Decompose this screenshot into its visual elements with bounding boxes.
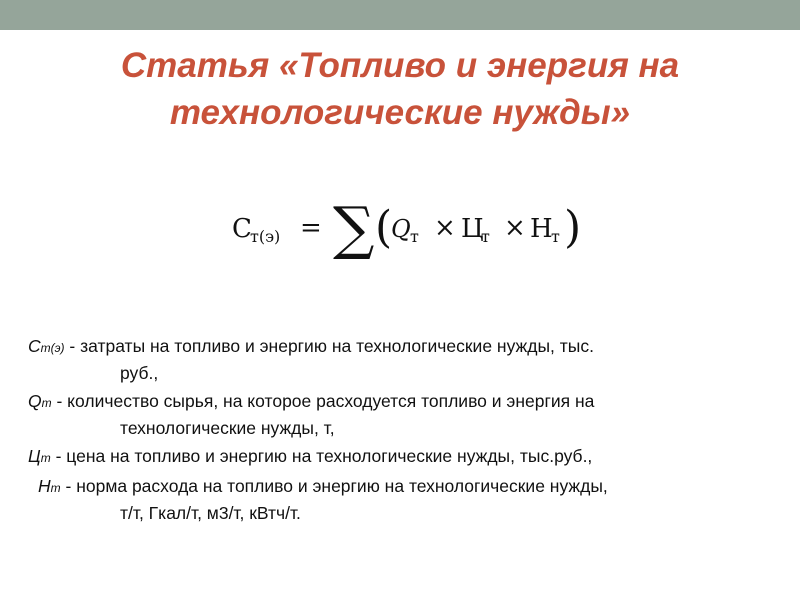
definition-item [28, 474, 782, 526]
formula [0, 190, 800, 260]
formula-n-symbol: Н [530, 214, 553, 244]
definition-text: - цена на топливо и энергию на технологические нужды, тыс.руб., [50, 446, 593, 466]
definition-item [28, 444, 782, 471]
definition-subscript: т [40, 451, 51, 465]
definition-continuation: технологические нужды, т, [120, 418, 335, 438]
formula-c-sub: т [481, 227, 490, 246]
definition-symbol: Н [38, 476, 51, 496]
formula-times-2: × [504, 213, 526, 243]
formula-open-paren: ( [375, 202, 393, 253]
definition-subscript: т [50, 481, 61, 495]
formula-lhs-symbol: С [232, 214, 252, 244]
definition-continuation: т/т, Гкал/т, м3/т, кВтч/т. [120, 503, 301, 523]
definition-text: - норма расхода на топливо и энергию на технологические нужды, [60, 476, 608, 496]
top-bar [0, 0, 800, 30]
definition-symbol: Q [28, 391, 42, 411]
formula-equals: = [300, 213, 322, 243]
title-line-1: Статья «Топливо и энергия на [120, 46, 680, 85]
definition-text: - количество сырья, на которое расходуется топливо и энергия на [51, 391, 595, 411]
definition-symbol: Ц [28, 446, 41, 466]
definition-continuation: руб., [120, 363, 159, 383]
formula-q-sub: т [410, 227, 419, 246]
definition-subscript: т [41, 396, 52, 410]
formula-q-symbol: Q [391, 215, 411, 243]
definition-item [28, 389, 782, 441]
slide-title [0, 42, 800, 136]
formula-close-paren: ) [564, 202, 582, 253]
formula-sum: ∑ [333, 194, 375, 260]
definition-symbol: С [28, 336, 41, 356]
definition-item [28, 334, 782, 386]
definitions-list [28, 334, 782, 529]
definition-subscript: т(э) [40, 341, 65, 355]
title-line-2: технологические нужды» [169, 93, 631, 132]
formula-lhs-sub: т(э) [250, 227, 281, 246]
formula-times-1: × [434, 213, 456, 243]
formula-c-symbol: Ц [461, 214, 484, 244]
definition-text: - затраты на топливо и энергию на технологические нужды, тыс. [64, 336, 594, 356]
formula-n-sub: т [551, 227, 560, 246]
